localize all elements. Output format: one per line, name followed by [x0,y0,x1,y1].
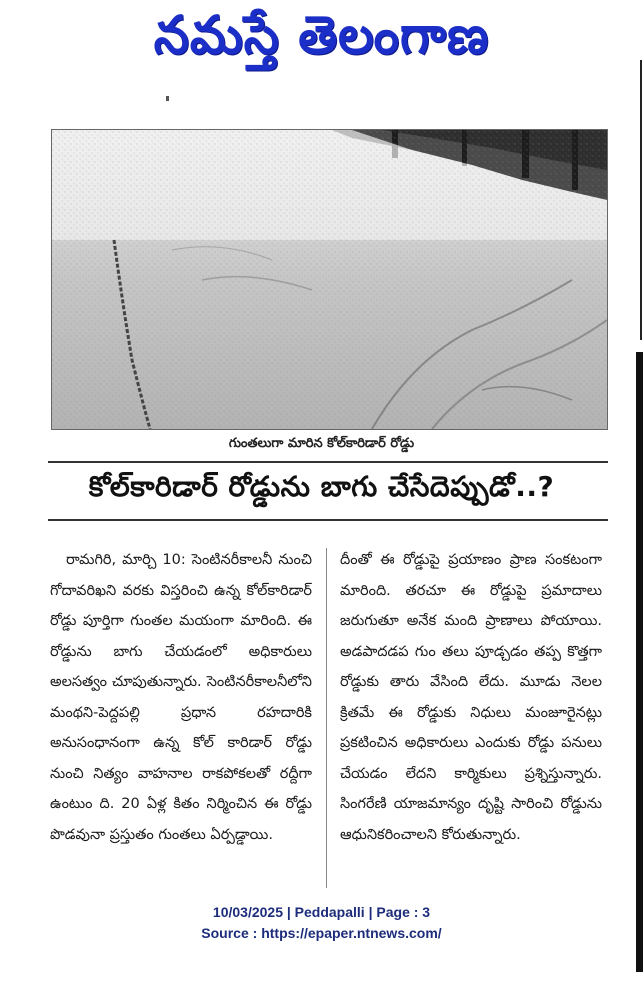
newspaper-title: నమస్తే తెలంగాణ [153,4,490,66]
photo-caption: గుంతలుగా మారిన కోల్‌కారిడార్ రోడ్డు [228,436,415,451]
print-mark [166,96,169,101]
masthead [0,0,643,72]
page-edge-line [640,60,642,340]
divider [48,461,608,463]
divider [48,519,608,521]
footer [0,902,643,944]
article-column-left: రామగిరి, మార్చి 10: సెంటినరీకాలనీ నుంచి గోదావరిఖని వరకు విస్తరించి ఉన్న కోల్‌కారిడార్ రోడ్డు పూర్తిగా గుంతల మయంగా మారింది. ఈ రోడ్డును బాగు చేయడంలో అధికారులు అలసత్వం చూపుతున్నారు. సెంటినరీకాలనీలోని మంథని-పెద్దపల్లి ప్రధాన రహదారికి అనుసంధానంగా ఉన్న కోల్ కారిడార్ రోడ్డు నుంచి నిత్యం వాహనాల రాకపోకలతో రద్దీగా ఉంటుం ది. 20 ఏళ్ల కితం నిర్మించిన ఈ రోడ్డు పొడవునా ప్రస్తుతం గుంతలు ఏర్పడ్డాయి. [50,552,312,843]
footer-date-edition: 10/03/2025 | Peddapalli | Page : 3 [212,904,431,920]
road-photo [51,129,608,430]
article-headline: కోల్‌కారిడార్ రోడ్డును బాగు చేసేదెప్పుడో..? [88,470,555,503]
footer-source: Source : https://epaper.ntnews.com/ [201,925,442,941]
article-column-right: దీంతో ఈ రోడ్డుపై ప్రయాణం ప్రాణ సంకటంగా మారింది. తరచూ ఈ రోడ్డుపై ప్రమాదాలు జరుగుతూ అనేక మంది ప్రాణాలు పోయాయి. అడపాదడప గుం తలు పూడ్చడం తప్ప కొత్తగా రోడ్డుకు తారు వేసింది లేదు. మూడు నెలల క్రితమే ఈ రోడ్డుకు నిధులు మంజూరైనట్లు ప్రకటించిన అధికారులు ఎందుకు రోడ్డు పనులు చేయడం లేదని కార్మికులు ప్రశ్నిస్తున్నారు. సింగరేణి యాజమాన్యం దృష్టి సారించి రోడ్డును ఆధునికరించాలని కోరుతున్నారు. [340,552,602,843]
column-divider [326,548,327,888]
